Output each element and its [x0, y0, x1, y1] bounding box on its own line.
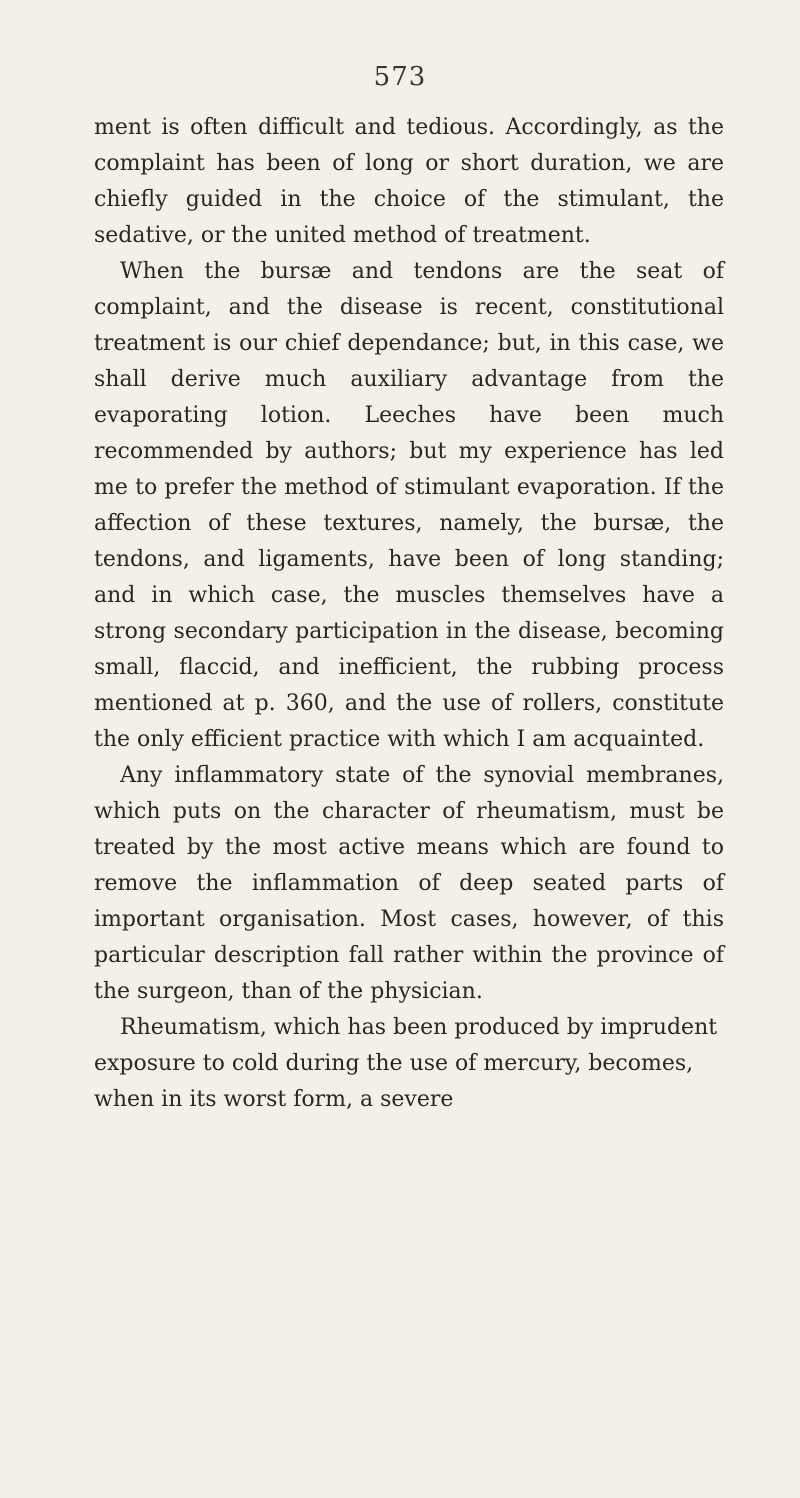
paragraph-rheumatism-mercury: Rheumatism, which has been produced by imprudent exposure to cold during the use of mercury, becomes, when in its worst form, a severe: [94, 1015, 718, 1112]
body-text: [94, 110, 724, 1118]
page-number: 573: [373, 62, 427, 92]
paragraph-bursae-tendons: When the bursæ and tendons are the seat of complaint, and the disease is recent, constitutional treatment is our chief dependance; but, in this case, we shall derive much auxiliary advantage from the evaporating lotion. Leeches have been much recommended by authors; but my experience has led me to prefer the method of stimulant evaporation. If the affection of these textures, namely, the bursæ, the tendons, and ligaments, have been of long standing; and in which case, the muscles themselves have a strong secondary participation in the disease, becoming small, flaccid, and inefficient, the rubbing process mentioned at p. 360, and the use of rollers, constitute the only efficient practice with which I am acquainted.: [94, 259, 724, 752]
paragraph-continuation: ment is often difficult and tedious. Accordingly, as the complaint has been of long or short duration, we are chiefly guided in the choice of the stimulant, the sedative, or the united method of treatment.: [94, 115, 724, 248]
paragraph-synovial-membranes: Any inflammatory state of the synovial membranes, which puts on the character of rheumatism, must be treated by the most active means which are found to remove the inflammation of deep seated parts of important organisation. Most cases, however, of this particular description fall rather within the province of the surgeon, than of the physician.: [94, 763, 724, 1004]
